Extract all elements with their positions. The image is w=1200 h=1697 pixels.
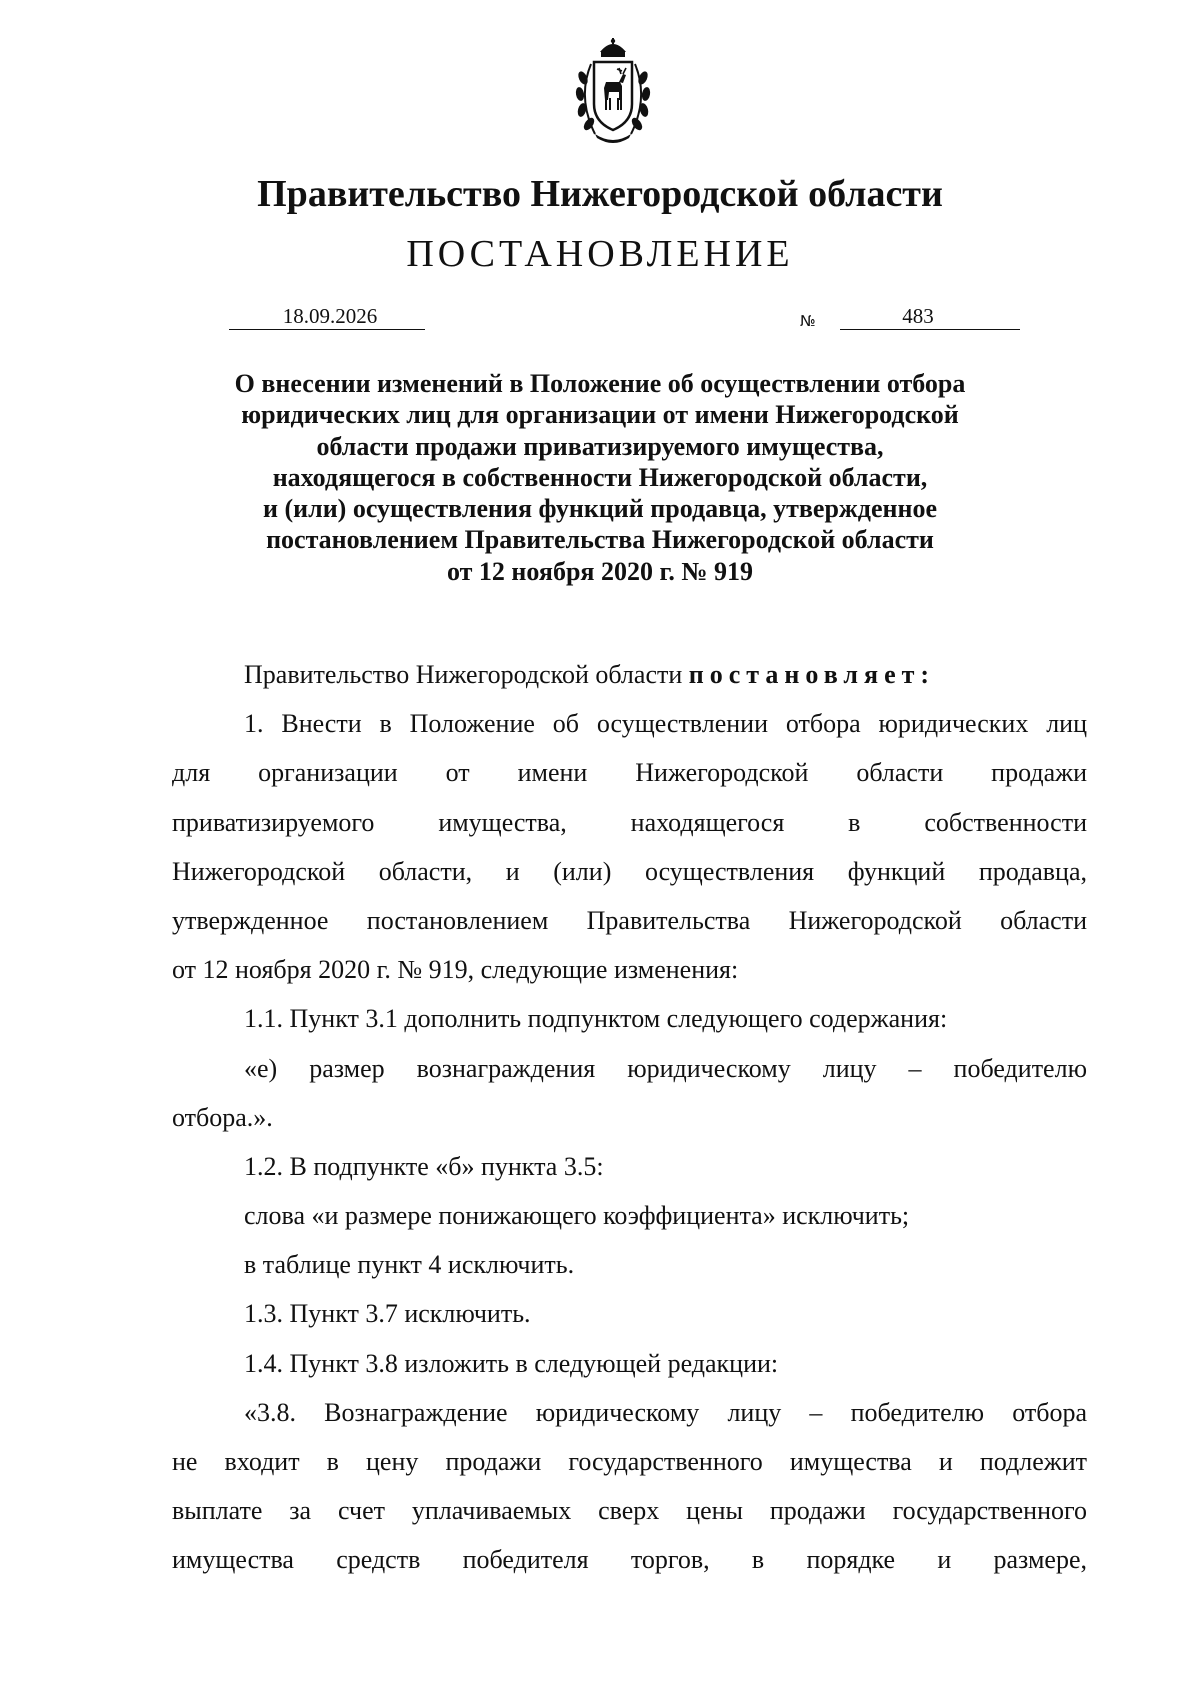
- subject-line: О внесении изменений в Положение об осуществлении отбора: [234, 369, 966, 398]
- body-line: от 12 ноября 2020 г. № 919, следующие изменения:: [172, 955, 739, 985]
- organization-name: Правительство Нижегородской области: [257, 173, 943, 215]
- body-line: приватизируемого имущества, находящегося в собственности: [172, 807, 1087, 837]
- body-line: в таблице пункт 4 исключить.: [244, 1250, 575, 1280]
- body-line: «3.8. Вознаграждение юридическому лицу – победителю отбора: [244, 1397, 1087, 1427]
- coat-of-arms-icon: [573, 38, 653, 146]
- preamble: [172, 650, 1087, 699]
- subject-line: постановлением Правительства Нижегородской области: [266, 525, 934, 555]
- body-line: выплате за счет уплачиваемых сверх цены продажи государственного: [172, 1496, 1087, 1526]
- body-line: не входит в цену продажи государственного имущества и подлежит: [172, 1447, 1087, 1476]
- body-line: 1.3. Пункт 3.7 исключить.: [244, 1299, 531, 1329]
- body-line: утвержденное постановлением Правительства Нижегородской области: [172, 905, 1087, 935]
- subject-line: находящегося в собственности Нижегородской области,: [272, 462, 928, 492]
- body-line: 1.4. Пункт 3.8 изложить в следующей редакции:: [244, 1348, 779, 1378]
- subject-line: от 12 ноября 2020 г. № 919: [446, 556, 753, 586]
- preamble-text: Правительство Нижегородской области: [244, 660, 683, 689]
- preamble-action: постановляет:: [688, 660, 936, 689]
- body-line: 1. Внести в Положение об осуществлении отбора юридических лиц: [244, 709, 1087, 739]
- body-line: «е) размер вознаграждения юридическому лицу – победителю: [244, 1053, 1087, 1083]
- body-line: 1.2. В подпункте «б» пункта 3.5:: [244, 1151, 604, 1181]
- document-number: 483: [840, 303, 1020, 330]
- body-line: для организации от имени Нижегородской области продажи: [172, 758, 1087, 788]
- document-subject: [0, 368, 1200, 587]
- body-line: слова «и размере понижающего коэффициента» исключить;: [244, 1201, 910, 1231]
- body-line: отбора.».: [172, 1102, 273, 1132]
- subject-line: юридических лиц для организации от имени Нижегородской: [241, 400, 959, 430]
- number-sign: №: [800, 312, 816, 330]
- body-line: имущества средств победителя торгов, в порядке и размере,: [172, 1545, 1087, 1575]
- subject-line: и (или) осуществления функций продавца, утвержденное: [263, 494, 937, 524]
- body-line: Нижегородской области, и (или) осуществления функций продавца,: [172, 856, 1087, 886]
- subject-line: области продажи приватизируемого имущества,: [316, 431, 884, 461]
- document-body: [172, 650, 1087, 1585]
- document-date: 18.09.2026: [229, 303, 425, 330]
- document-type: ПОСТАНОВЛЕНИЕ: [406, 233, 794, 275]
- body-line: 1.1. Пункт 3.1 дополнить подпунктом следующего содержания:: [244, 1004, 948, 1034]
